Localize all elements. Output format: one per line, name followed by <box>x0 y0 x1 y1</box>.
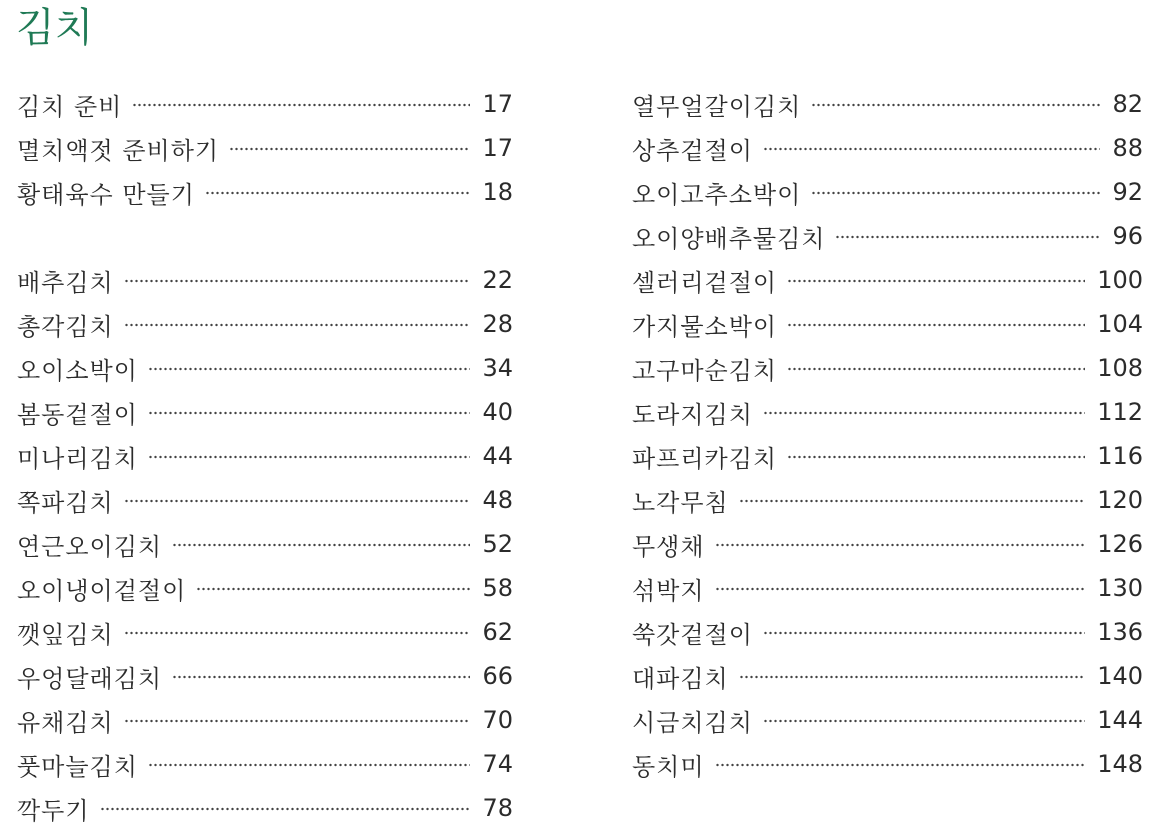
dot-leader <box>811 191 1100 195</box>
toc-entry-label: 우엉달래김치 <box>17 664 163 693</box>
toc-entry-label: 도라지김치 <box>632 400 753 429</box>
toc-entry[interactable] <box>632 654 1143 698</box>
dot-leader <box>715 763 1086 767</box>
toc-entry-label: 열무얼갈이김치 <box>632 92 802 121</box>
toc-entry[interactable] <box>17 742 513 786</box>
toc-entry[interactable] <box>17 126 513 170</box>
toc-entry-page-number: 88 <box>1112 134 1143 162</box>
toc-entry-page-number: 104 <box>1097 310 1143 338</box>
dot-leader <box>148 411 471 415</box>
toc-entry-page-number: 100 <box>1097 266 1143 294</box>
toc-entry[interactable] <box>17 258 513 302</box>
toc-entry-label: 가지물소박이 <box>632 312 778 341</box>
toc-entry[interactable] <box>17 654 513 698</box>
dot-leader <box>124 279 471 283</box>
dot-leader <box>100 807 471 811</box>
toc-entry-page-number: 116 <box>1097 442 1143 470</box>
toc-entry-label: 황태육수 만들기 <box>17 180 195 209</box>
toc-entry-label: 김치 준비 <box>17 92 123 121</box>
toc-entry-label: 배추김치 <box>17 268 114 297</box>
toc-entry[interactable] <box>17 434 513 478</box>
toc-entry-page-number: 44 <box>482 442 513 470</box>
toc-entry-label: 고구마순김치 <box>632 356 778 385</box>
toc-entry-page-number: 144 <box>1097 706 1143 734</box>
toc-entry-page-number: 34 <box>482 354 513 382</box>
dot-leader <box>787 323 1085 327</box>
toc-entry-label: 쑥갓겉절이 <box>632 620 753 649</box>
toc-entry-page-number: 120 <box>1097 486 1143 514</box>
dot-leader <box>763 719 1085 723</box>
toc-entry-label: 섞박지 <box>632 576 705 605</box>
toc-entry[interactable] <box>632 258 1143 302</box>
toc-entry-label: 오이양배추물김치 <box>632 224 826 253</box>
toc-entry-page-number: 40 <box>482 398 513 426</box>
toc-entry[interactable] <box>632 390 1143 434</box>
toc-entry-label: 상추겉절이 <box>632 136 753 165</box>
toc-entry[interactable] <box>632 742 1143 786</box>
toc-entry-page-number: 17 <box>482 134 513 162</box>
dot-leader <box>811 103 1100 107</box>
toc-entry-page-number: 48 <box>482 486 513 514</box>
toc-entry-page-number: 17 <box>482 90 513 118</box>
toc-entry[interactable] <box>632 522 1143 566</box>
toc-entry-page-number: 148 <box>1097 750 1143 778</box>
dot-leader <box>148 367 471 371</box>
toc-entry-page-number: 96 <box>1112 222 1143 250</box>
dot-leader <box>787 367 1085 371</box>
toc-entry-page-number: 78 <box>482 794 513 822</box>
toc-entry[interactable] <box>632 478 1143 522</box>
toc-entry[interactable] <box>632 566 1143 610</box>
toc-entry[interactable] <box>632 170 1143 214</box>
toc-entry-page-number: 140 <box>1097 662 1143 690</box>
toc-entry[interactable] <box>17 390 513 434</box>
toc-entry-page-number: 74 <box>482 750 513 778</box>
toc-entry-page-number: 112 <box>1097 398 1143 426</box>
toc-entry-page-number: 58 <box>482 574 513 602</box>
dot-leader <box>148 763 471 767</box>
toc-spacer <box>17 214 513 258</box>
toc-entry-label: 연근오이김치 <box>17 532 163 561</box>
dot-leader <box>739 499 1085 503</box>
toc-entry-page-number: 108 <box>1097 354 1143 382</box>
toc-entry[interactable] <box>17 522 513 566</box>
toc-entry-label: 깻잎김치 <box>17 620 114 649</box>
toc-entry-page-number: 52 <box>482 530 513 558</box>
dot-leader <box>229 147 470 151</box>
toc-entry-page-number: 66 <box>482 662 513 690</box>
toc-entry[interactable] <box>632 698 1143 742</box>
toc-entry-label: 오이소박이 <box>17 356 138 385</box>
toc-entry-label: 풋마늘김치 <box>17 752 138 781</box>
dot-leader <box>763 411 1085 415</box>
dot-leader <box>715 543 1086 547</box>
toc-entry-page-number: 126 <box>1097 530 1143 558</box>
toc-entry[interactable] <box>17 478 513 522</box>
toc-entry-label: 대파김치 <box>632 664 729 693</box>
dot-leader <box>124 719 471 723</box>
dot-leader <box>715 587 1086 591</box>
toc-entry-label: 오이냉이겉절이 <box>17 576 187 605</box>
toc-entry[interactable] <box>17 610 513 654</box>
toc-entry[interactable] <box>632 126 1143 170</box>
dot-leader <box>124 323 471 327</box>
toc-entry-page-number: 22 <box>482 266 513 294</box>
toc-entry[interactable] <box>17 82 513 126</box>
toc-entry[interactable] <box>632 302 1143 346</box>
toc-entry[interactable] <box>632 214 1143 258</box>
toc-entry[interactable] <box>17 170 513 214</box>
toc-entry-page-number: 70 <box>482 706 513 734</box>
toc-entry[interactable] <box>17 698 513 742</box>
dot-leader <box>172 543 470 547</box>
dot-leader <box>124 631 471 635</box>
toc-entry[interactable] <box>17 566 513 610</box>
dot-leader <box>132 103 470 107</box>
toc-entry-page-number: 18 <box>482 178 513 206</box>
toc-entry-page-number: 92 <box>1112 178 1143 206</box>
dot-leader <box>763 147 1101 151</box>
toc-entry-label: 멸치액젓 준비하기 <box>17 136 220 165</box>
dot-leader <box>172 675 470 679</box>
toc-entry-label: 무생채 <box>632 532 705 561</box>
toc-entry[interactable] <box>632 82 1143 126</box>
toc-entry-label: 총각김치 <box>17 312 114 341</box>
toc-entry-page-number: 136 <box>1097 618 1143 646</box>
dot-leader <box>739 675 1085 679</box>
toc-entry-page-number: 130 <box>1097 574 1143 602</box>
dot-leader <box>196 587 470 591</box>
toc-entry-label: 쪽파김치 <box>17 488 114 517</box>
toc-entry[interactable] <box>17 786 513 830</box>
toc-entry-label: 미나리김치 <box>17 444 138 473</box>
toc-entry-label: 노각무침 <box>632 488 729 517</box>
page-title: 김치 <box>16 5 94 51</box>
toc-entry-page-number: 62 <box>482 618 513 646</box>
toc-entry-label: 파프리카김치 <box>632 444 778 473</box>
toc-entry-label: 셀러리겉절이 <box>632 268 778 297</box>
toc-entry-label: 시금치김치 <box>632 708 753 737</box>
dot-leader <box>787 455 1085 459</box>
toc-entry[interactable] <box>17 302 513 346</box>
toc-entry-label: 깍두기 <box>17 796 90 825</box>
toc-left-column <box>17 82 513 830</box>
toc-entry-page-number: 28 <box>482 310 513 338</box>
dot-leader <box>763 631 1085 635</box>
toc-entry-label: 오이고추소박이 <box>632 180 802 209</box>
toc-entry[interactable] <box>632 346 1143 390</box>
dot-leader <box>205 191 471 195</box>
toc-right-column <box>632 82 1143 786</box>
dot-leader <box>835 235 1100 239</box>
toc-entry[interactable] <box>632 434 1143 478</box>
toc-entry-label: 봄동겉절이 <box>17 400 138 429</box>
dot-leader <box>124 499 471 503</box>
toc-entry-page-number: 82 <box>1112 90 1143 118</box>
dot-leader <box>148 455 471 459</box>
toc-entry[interactable] <box>632 610 1143 654</box>
dot-leader <box>787 279 1085 283</box>
toc-entry-label: 동치미 <box>632 752 705 781</box>
toc-entry-label: 유채김치 <box>17 708 114 737</box>
toc-entry[interactable] <box>17 346 513 390</box>
